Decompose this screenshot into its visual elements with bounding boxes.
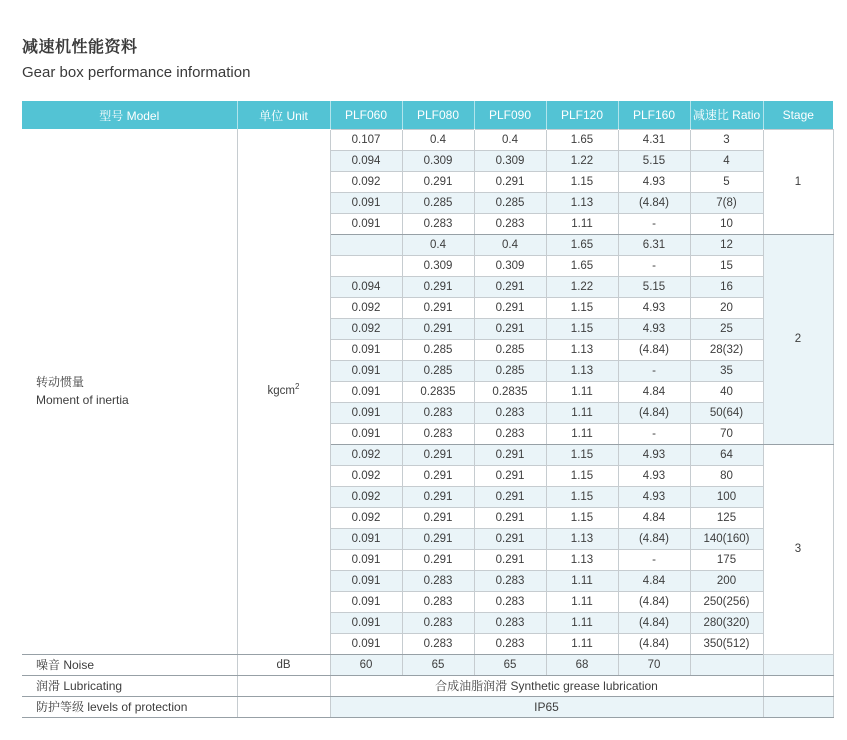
table-body xyxy=(22,129,833,717)
inertia-value-cell: 0.283 xyxy=(402,213,474,234)
inertia-value-cell: 1.22 xyxy=(546,276,618,297)
inertia-value-cell: 0.4 xyxy=(474,234,546,255)
ratio-cell: 70 xyxy=(690,423,763,444)
inertia-value-cell: 1.65 xyxy=(546,234,618,255)
inertia-value-cell: 0.285 xyxy=(474,339,546,360)
inertia-value-cell: 0.092 xyxy=(330,507,402,528)
inertia-value-cell: 0.283 xyxy=(474,612,546,633)
inertia-value-cell: (4.84) xyxy=(618,402,690,423)
col-header-plf060: PLF060 xyxy=(330,101,402,129)
inertia-value-cell: 1.11 xyxy=(546,402,618,423)
inertia-value-cell: 0.092 xyxy=(330,486,402,507)
inertia-value-cell: 0.091 xyxy=(330,591,402,612)
header-row xyxy=(22,101,833,129)
inertia-value-cell: - xyxy=(618,360,690,381)
inertia-value-cell: 0.283 xyxy=(474,570,546,591)
inertia-value-cell: 0.291 xyxy=(474,507,546,528)
protection-unit-cell xyxy=(237,696,330,717)
inertia-value-cell: 4.84 xyxy=(618,570,690,591)
lubricating-label-cell: 润滑 Lubricating xyxy=(22,675,237,696)
inertia-value-cell: 1.15 xyxy=(546,171,618,192)
ratio-cell: 140(160) xyxy=(690,528,763,549)
inertia-value-cell: 0.291 xyxy=(474,318,546,339)
inertia-value-cell: - xyxy=(618,213,690,234)
inertia-value-cell: 0.283 xyxy=(402,612,474,633)
inertia-value-cell: 0.309 xyxy=(474,150,546,171)
noise-label-cell: 噪音 Noise xyxy=(22,654,237,675)
inertia-value-cell: 0.092 xyxy=(330,444,402,465)
col-header-plf080: PLF080 xyxy=(402,101,474,129)
inertia-value-cell: 0.283 xyxy=(402,423,474,444)
inertia-value-cell: 0.107 xyxy=(330,129,402,150)
noise-value-cell: 65 xyxy=(474,654,546,675)
inertia-value-cell: 0.092 xyxy=(330,297,402,318)
ratio-cell: 7(8) xyxy=(690,192,763,213)
ratio-cell: 28(32) xyxy=(690,339,763,360)
inertia-value-cell: 0.283 xyxy=(474,423,546,444)
ratio-cell: 80 xyxy=(690,465,763,486)
ratio-cell: 175 xyxy=(690,549,763,570)
col-header-stage: Stage xyxy=(763,101,833,129)
inertia-value-cell: 4.93 xyxy=(618,444,690,465)
inertia-value-cell: 0.291 xyxy=(474,549,546,570)
ratio-cell: 4 xyxy=(690,150,763,171)
ratio-cell: 15 xyxy=(690,255,763,276)
col-header-ratio: 减速比 Ratio xyxy=(690,101,763,129)
inertia-value-cell: 0.091 xyxy=(330,612,402,633)
inertia-value-cell: 1.15 xyxy=(546,318,618,339)
gearbox-performance-table xyxy=(22,101,834,718)
inertia-value-cell: 1.11 xyxy=(546,633,618,654)
noise-empty-stage-cell xyxy=(763,654,833,675)
inertia-value-cell: 0.283 xyxy=(402,591,474,612)
stage-number-cell: 1 xyxy=(763,129,833,234)
inertia-value-cell: 1.15 xyxy=(546,486,618,507)
inertia-value-cell: 0.291 xyxy=(474,276,546,297)
inertia-value-cell: 1.15 xyxy=(546,465,618,486)
col-header-plf120: PLF120 xyxy=(546,101,618,129)
inertia-value-cell: 0.291 xyxy=(402,171,474,192)
inertia-value-cell: 1.15 xyxy=(546,507,618,528)
ratio-cell: 35 xyxy=(690,360,763,381)
inertia-value-cell: 1.11 xyxy=(546,591,618,612)
ratio-cell: 280(320) xyxy=(690,612,763,633)
inertia-value-cell: (4.84) xyxy=(618,528,690,549)
col-header-plf160: PLF160 xyxy=(618,101,690,129)
inertia-value-cell: 4.93 xyxy=(618,171,690,192)
ratio-cell: 12 xyxy=(690,234,763,255)
inertia-value-cell: 0.091 xyxy=(330,213,402,234)
lubricating-value-cell: 合成油脂润滑 Synthetic grease lubrication xyxy=(330,675,763,696)
protection-row xyxy=(22,696,833,717)
inertia-value-cell: 1.11 xyxy=(546,612,618,633)
inertia-value-cell: (4.84) xyxy=(618,612,690,633)
ratio-cell: 350(512) xyxy=(690,633,763,654)
inertia-value-cell: 4.84 xyxy=(618,381,690,402)
inertia-value-cell: 1.13 xyxy=(546,360,618,381)
inertia-value-cell: 0.092 xyxy=(330,465,402,486)
ratio-cell: 25 xyxy=(690,318,763,339)
inertia-value-cell: - xyxy=(618,549,690,570)
inertia-value-cell: 1.13 xyxy=(546,528,618,549)
inertia-value-cell: 0.4 xyxy=(402,129,474,150)
inertia-value-cell: 0.091 xyxy=(330,633,402,654)
protection-label-cell: 防护等级 levels of protection xyxy=(22,696,237,717)
inertia-value-cell: 0.091 xyxy=(330,528,402,549)
inertia-value-cell: 0.291 xyxy=(474,528,546,549)
inertia-value-cell: - xyxy=(618,423,690,444)
inertia-value-cell: 0.092 xyxy=(330,318,402,339)
ratio-cell: 250(256) xyxy=(690,591,763,612)
col-header-model: 型号 Model xyxy=(22,101,237,129)
lubricating-empty-stage-cell xyxy=(763,675,833,696)
noise-value-cell: 70 xyxy=(618,654,690,675)
inertia-value-cell: 0.091 xyxy=(330,192,402,213)
inertia-value-cell: 1.11 xyxy=(546,381,618,402)
ratio-cell: 200 xyxy=(690,570,763,591)
inertia-value-cell: 0.285 xyxy=(402,360,474,381)
page-title-zh: 减速机性能资料 xyxy=(22,39,138,56)
inertia-value-cell: 0.2835 xyxy=(474,381,546,402)
col-header-unit: 单位 Unit xyxy=(237,101,330,129)
inertia-value-cell: 0.291 xyxy=(402,276,474,297)
inertia-unit-cell: kgcm$^2$ xyxy=(237,129,330,654)
inertia-value-cell: 0.283 xyxy=(474,591,546,612)
inertia-value-cell: (4.84) xyxy=(618,633,690,654)
inertia-value-cell: 1.65 xyxy=(546,129,618,150)
inertia-value-cell: 0.091 xyxy=(330,549,402,570)
inertia-value-cell: 0.092 xyxy=(330,171,402,192)
inertia-value-cell: 0.285 xyxy=(402,192,474,213)
inertia-label-en: Moment of inertia xyxy=(36,393,129,408)
inertia-value-cell: (4.84) xyxy=(618,591,690,612)
inertia-value-cell: (4.84) xyxy=(618,192,690,213)
inertia-value-cell: 0.291 xyxy=(402,297,474,318)
inertia-value-cell: 0.4 xyxy=(402,234,474,255)
noise-value-cell: 68 xyxy=(546,654,618,675)
inertia-value-cell: 0.291 xyxy=(402,444,474,465)
inertia-value-cell: 0.285 xyxy=(474,192,546,213)
inertia-value-cell: 0.291 xyxy=(474,297,546,318)
page-header xyxy=(22,34,250,81)
ratio-cell: 40 xyxy=(690,381,763,402)
inertia-value-cell: 0.283 xyxy=(474,402,546,423)
inertia-value-cell: 0.285 xyxy=(474,360,546,381)
inertia-value-cell: 4.93 xyxy=(618,465,690,486)
ratio-cell: 10 xyxy=(690,213,763,234)
lubricating-unit-cell xyxy=(237,675,330,696)
protection-value-cell: IP65 xyxy=(330,696,763,717)
inertia-value-cell: 1.11 xyxy=(546,570,618,591)
inertia-value-cell: 4.93 xyxy=(618,318,690,339)
inertia-value-cell: 1.13 xyxy=(546,192,618,213)
inertia-value-cell: 0.283 xyxy=(402,570,474,591)
inertia-value-cell: 0.283 xyxy=(402,402,474,423)
inertia-value-cell: 0.285 xyxy=(402,339,474,360)
noise-value-cell: 65 xyxy=(402,654,474,675)
inertia-value-cell: 1.22 xyxy=(546,150,618,171)
inertia-value-cell: 4.31 xyxy=(618,129,690,150)
inertia-value-cell: 0.291 xyxy=(402,549,474,570)
page-title-en: Gear box performance information xyxy=(22,64,251,81)
inertia-value-cell: 4.84 xyxy=(618,507,690,528)
inertia-value-cell: 1.15 xyxy=(546,297,618,318)
inertia-value-cell: 0.291 xyxy=(474,171,546,192)
inertia-value-cell: 1.13 xyxy=(546,339,618,360)
inertia-value-cell: 0.291 xyxy=(402,465,474,486)
inertia-value-cell: (4.84) xyxy=(618,339,690,360)
protection-empty-stage-cell xyxy=(763,696,833,717)
inertia-value-cell: 5.15 xyxy=(618,150,690,171)
inertia-label-zh: 转动惯量 xyxy=(36,374,85,389)
inertia-value-cell: 0.091 xyxy=(330,402,402,423)
ratio-cell: 16 xyxy=(690,276,763,297)
inertia-value-cell: 1.11 xyxy=(546,423,618,444)
ratio-cell: 3 xyxy=(690,129,763,150)
inertia-value-cell: 0.309 xyxy=(402,150,474,171)
lubricating-row xyxy=(22,675,833,696)
ratio-cell: 50(64) xyxy=(690,402,763,423)
inertia-value-cell: 0.309 xyxy=(402,255,474,276)
stage-number-cell: 2 xyxy=(763,234,833,444)
inertia-value-cell: 0.291 xyxy=(402,507,474,528)
ratio-cell: 20 xyxy=(690,297,763,318)
inertia-value-cell: 0.091 xyxy=(330,360,402,381)
inertia-value-cell: 0.283 xyxy=(474,213,546,234)
inertia-value-cell: 5.15 xyxy=(618,276,690,297)
inertia-value-cell: 1.65 xyxy=(546,255,618,276)
inertia-value-cell: 0.091 xyxy=(330,570,402,591)
ratio-cell: 100 xyxy=(690,486,763,507)
inertia-value-cell: 1.13 xyxy=(546,549,618,570)
inertia-value-cell: 0.091 xyxy=(330,423,402,444)
col-header-plf090: PLF090 xyxy=(474,101,546,129)
inertia-value-cell: 1.15 xyxy=(546,444,618,465)
inertia-value-cell: 4.93 xyxy=(618,297,690,318)
noise-row xyxy=(22,654,833,675)
inertia-value-cell: 1.11 xyxy=(546,213,618,234)
inertia-value-cell: 0.4 xyxy=(474,129,546,150)
ratio-cell: 5 xyxy=(690,171,763,192)
inertia-value-cell: 4.93 xyxy=(618,486,690,507)
inertia-value-cell: 0.291 xyxy=(402,318,474,339)
inertia-value-cell: 6.31 xyxy=(618,234,690,255)
inertia-value-cell: - xyxy=(618,255,690,276)
noise-unit-cell: dB xyxy=(237,654,330,675)
inertia-value-cell: 0.094 xyxy=(330,150,402,171)
inertia-value-cell: 0.2835 xyxy=(402,381,474,402)
inertia-value-cell: 0.094 xyxy=(330,276,402,297)
inertia-value-cell xyxy=(330,234,402,255)
inertia-label-cell xyxy=(22,129,237,654)
inertia-value-cell: 0.291 xyxy=(402,528,474,549)
stage-number-cell: 3 xyxy=(763,444,833,654)
ratio-cell: 64 xyxy=(690,444,763,465)
inertia-value-cell: 0.291 xyxy=(402,486,474,507)
inertia-value-cell: 0.291 xyxy=(474,444,546,465)
inertia-value-cell: 0.283 xyxy=(402,633,474,654)
inertia-value-cell xyxy=(330,255,402,276)
inertia-row xyxy=(22,129,833,150)
inertia-value-cell: 0.291 xyxy=(474,465,546,486)
noise-value-cell: 60 xyxy=(330,654,402,675)
inertia-value-cell: 0.283 xyxy=(474,633,546,654)
inertia-value-cell: 0.091 xyxy=(330,339,402,360)
inertia-value-cell: 0.291 xyxy=(474,486,546,507)
inertia-value-cell: 0.091 xyxy=(330,381,402,402)
noise-empty-ratio-cell xyxy=(690,654,763,675)
ratio-cell: 125 xyxy=(690,507,763,528)
inertia-value-cell: 0.309 xyxy=(474,255,546,276)
